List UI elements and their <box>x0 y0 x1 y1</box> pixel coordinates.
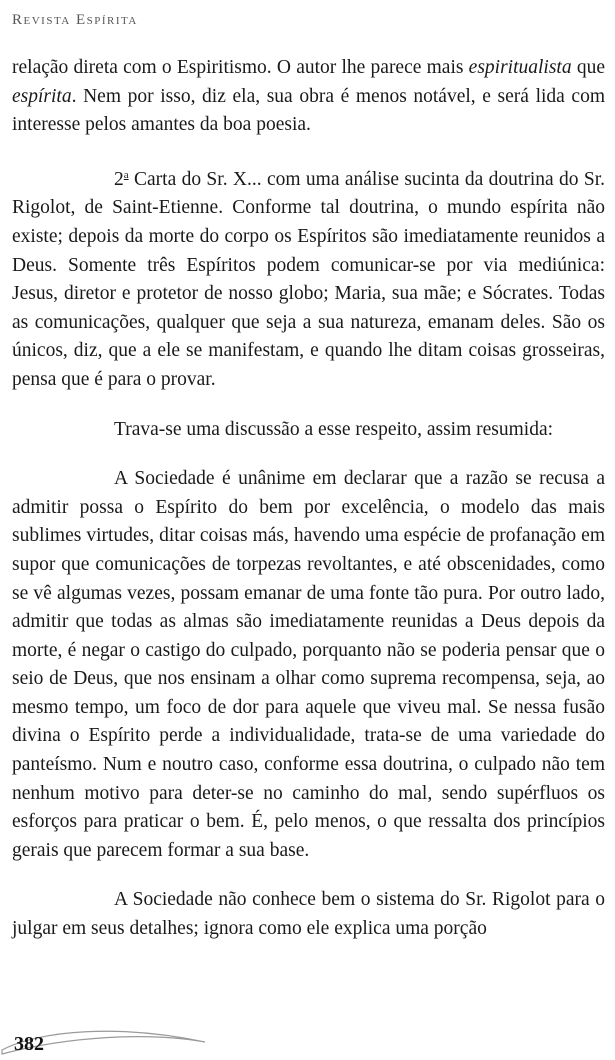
text-run: Carta do Sr. X... com uma análise sucinta da doutrina do Sr. Rigolot, de Saint-Etienne. Conforme tal doutrina, o mundo espírita não existe; depois da morte do corpo os Espíritos são imediatamente reunidos a Deus. Somente três Espíritos podem comunicar-se por via mediúnica: Jesus, diretor e protetor de nosso globo; Maria, sua mãe; e Sócrates. Todas as comunicações, qualquer que seja a sua natureza, emanam deles. São os únicos, diz, que a ele se manifestam, e quando lhe ditam coisas grosseiras, pensa que é para o provar. <box>12 168 605 390</box>
italic-term-espiritualista: espiritualista <box>468 57 572 78</box>
paragraph-2 <box>12 161 605 395</box>
italic-term-espirita: espírita <box>12 85 72 107</box>
text-run: relação direta com o Espiritismo. O autor lhe parece mais <box>12 57 469 78</box>
paragraph-3: Trava-se uma discussão a esse respeito, assim resumida: <box>114 418 554 440</box>
ordinal-indicator: a <box>123 168 129 181</box>
body-text <box>12 54 605 944</box>
paragraph-5: A Sociedade não conhece bem o sistema do Sr. Rigolot para o julgar em seus detalhes; ignora como ele explica uma porção <box>12 889 605 940</box>
text-run: . Nem por isso, diz ela, sua obra é menos notável, e será lida com interesse pelos amantes da boa poesia. <box>12 85 605 136</box>
running-header: Revista Espírita <box>12 12 138 28</box>
ordinal-number: 2 <box>114 168 124 190</box>
page-number: 382 <box>14 1033 44 1055</box>
paragraph-4: A Sociedade é unânime em declarar que a razão se recusa a admitir possa o Espírito do bem por excelência, o modelo das mais sublimes virtudes, ditar coisas más, havendo uma espécie de profanação em supor que comunicações de torpezas revoltantes, e até obscenidades, como se vê algumas vezes, possam emanar de uma fonte tão pura. Por outro lado, admitir que todas as almas são imediatamente reunidas a Deus depois da morte, é negar o castigo do culpado, porquanto não se poderia pensar que o seio de Deus, que nos ensinam a olhar como suprema recompensa, seja, ao mesmo tempo, um foco de dor para aquele que viveu mal. Se nessa fusão divina o Espírito perde a individualidade, trata-se de uma variedade do panteísmo. Num e noutro caso, conforme essa doutrina, o culpado não tem nenhum motivo para deter-se no caminho do mal, sendo supérfluos os esforços para praticar o bem. É, pelo menos, o que ressalta dos princípios gerais que parecem formar a sua base. <box>12 468 605 861</box>
paragraph-1 <box>12 54 605 140</box>
text-run: que <box>571 57 605 78</box>
